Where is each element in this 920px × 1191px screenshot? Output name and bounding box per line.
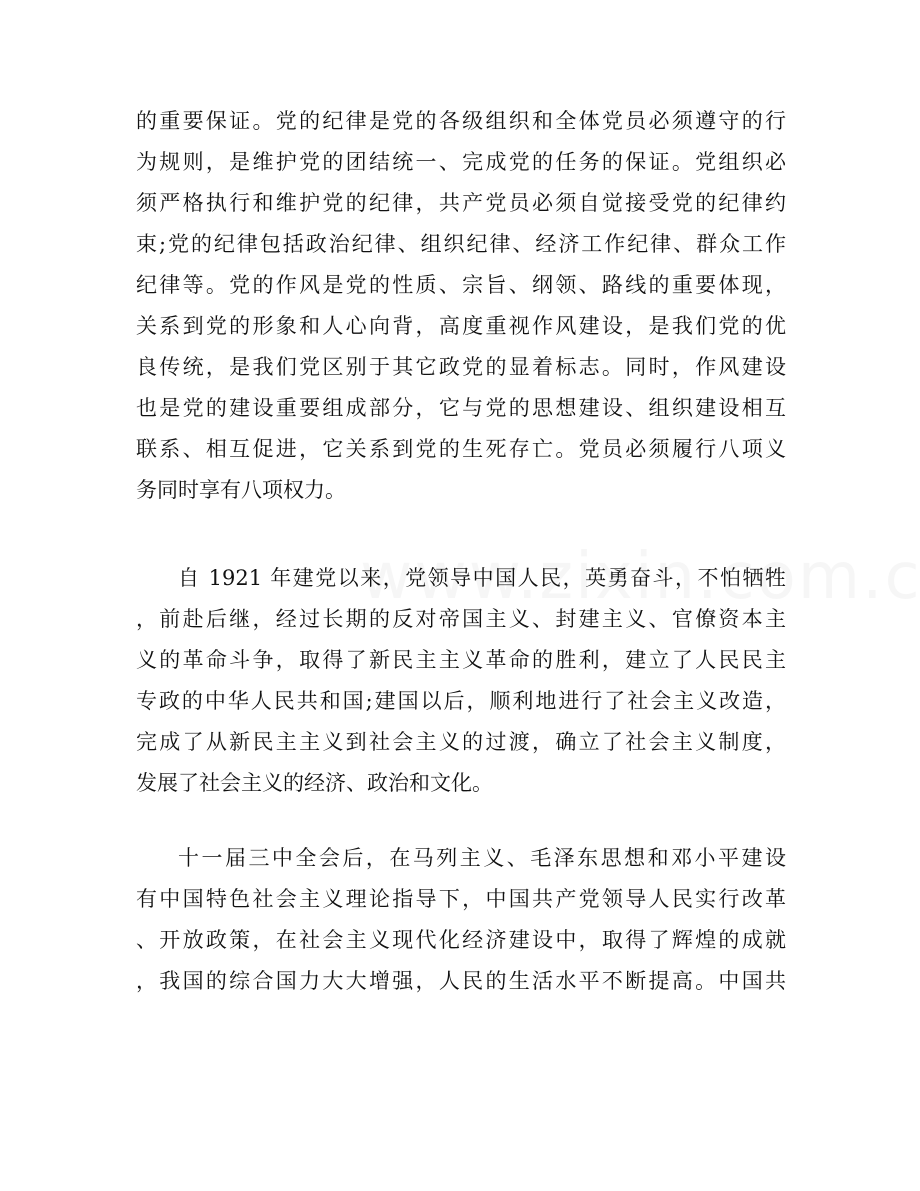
paragraph-2-line-1: 自 1921 年建党以来，党领导中国人民，英勇奋斗，不怕牺牲: [178, 566, 786, 590]
paragraph-1-line-8: 也是党的建设重要组成部分，它与党的思想建设、组织建设相互: [136, 396, 786, 420]
paragraph-2-line-2: ，前赴后继，经过长期的反对帝国主义、封建主义、官僚资本主: [136, 607, 786, 631]
paragraph-1-line-1: 的重要保证。党的纪律是党的各级组织和全体党员必须遵守的行: [136, 109, 786, 133]
paragraph-2-line-4: 专政的中华人民共和国;建国以后，顺利地进行了社会主义改造，: [136, 689, 786, 713]
paragraph-2-line-5: 完成了从新民主主义到社会主义的过渡，确立了社会主义制度，: [136, 730, 786, 754]
paragraph-3-line-4: ，我国的综合国力大大增强，人民的生活水平不断提高。中国共: [136, 969, 786, 993]
paragraph-1-line-10: 务同时享有八项权力。: [136, 478, 346, 502]
paragraph-2-line-6: 发展了社会主义的经济、政治和文化。: [136, 771, 493, 795]
paragraph-1-line-7: 良传统，是我们党区别于其它政党的显着标志。同时，作风建设: [136, 355, 786, 379]
paragraph-1-line-9: 联系、相互促进，它关系到党的生死存亡。党员必须履行八项义: [136, 437, 786, 461]
paragraph-1-line-2: 为规则，是维护党的团结统一、完成党的任务的保证。党组织必: [136, 150, 786, 174]
paragraph-3-line-3: 、开放政策，在社会主义现代化经济建设中，取得了辉煌的成就: [136, 928, 786, 952]
paragraph-3-line-1: 十一届三中全会后，在马列主义、毛泽东思想和邓小平建设: [178, 846, 786, 870]
paragraph-2-line-3: 义的革命斗争，取得了新民主主义革命的胜利，建立了人民民主: [136, 648, 786, 672]
paragraph-1-line-5: 纪律等。党的作风是党的性质、宗旨、纲领、路线的重要体现，: [136, 273, 786, 297]
paragraph-1-line-3: 须严格执行和维护党的纪律，共产党员必须自觉接受党的纪律约: [136, 191, 786, 215]
paragraph-3-line-2: 有中国特色社会主义理论指导下，中国共产党领导人民实行改革: [136, 887, 786, 911]
paragraph-1-line-6: 关系到党的形象和人心向背，高度重视作风建设，是我们党的优: [136, 314, 786, 338]
paragraph-1-line-4: 束;党的纪律包括政治纪律、组织纪律、经济工作纪律、群众工作: [136, 232, 786, 256]
